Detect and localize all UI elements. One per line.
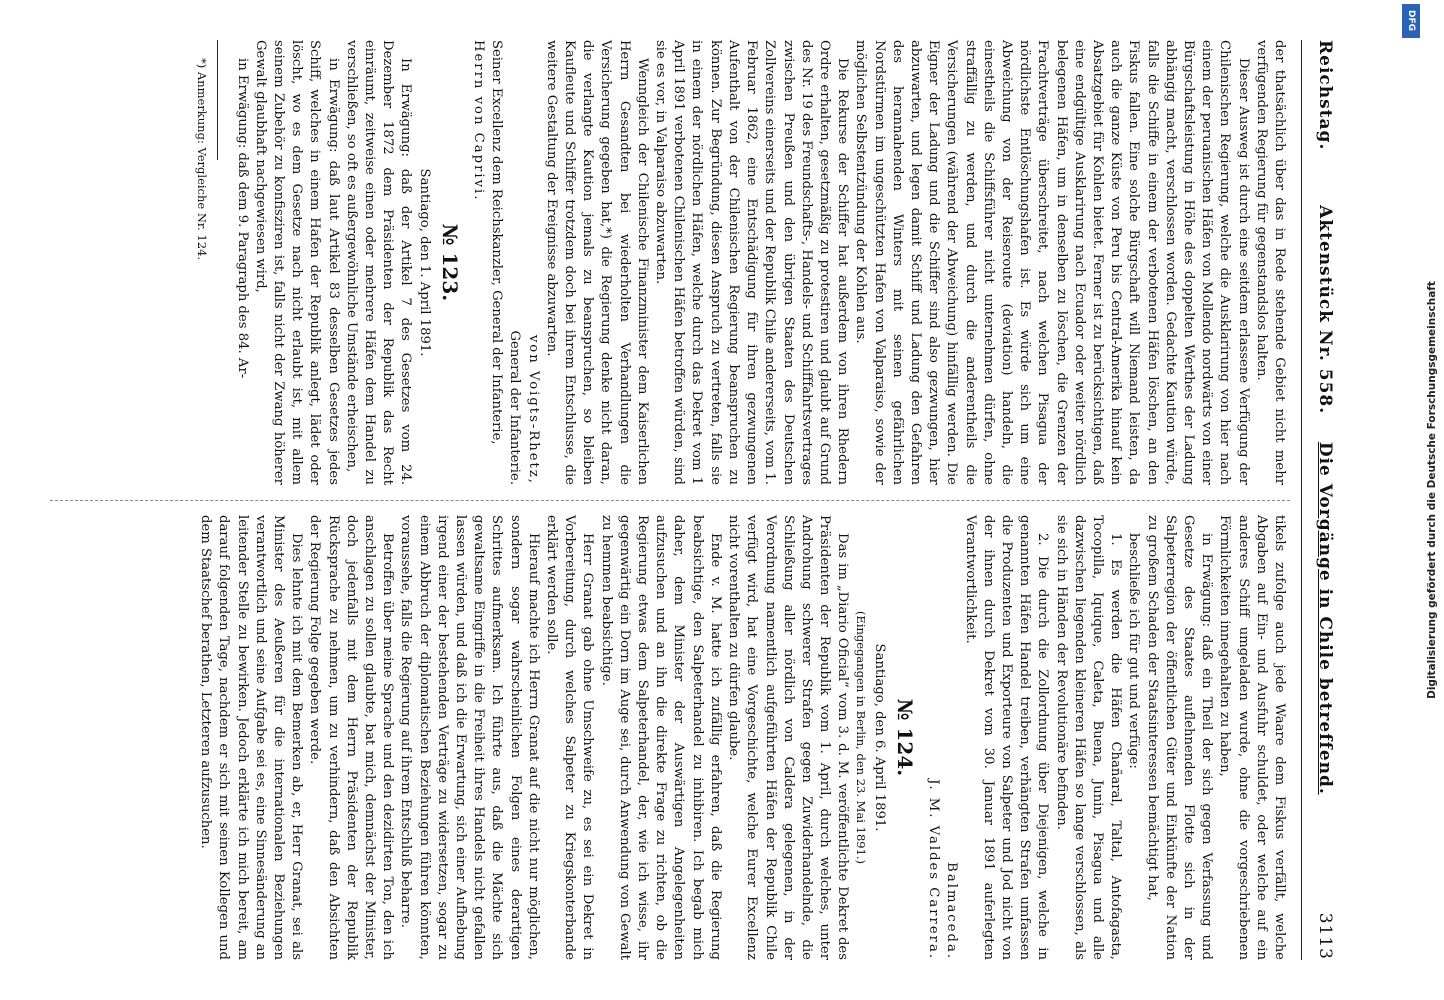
header-center-title: Die Vorgänge in Chile betreffend. (1315, 441, 1335, 795)
paragraph: beschließe ich für gut und verfüge: (1126, 533, 1142, 769)
dfg-logo: DFG (1402, 4, 1420, 38)
paragraph: In Erwägung: daß der Artikel 7 des Gesetzes vom 24. Dezember 1872 dem Präsidenten der Republik das Recht einräumt, zeitweise einen oder mehrere Häfen dem Handel zu verschließen, so oft es außergewöhnliche Umstände erheischen, (343, 40, 414, 485)
paragraph: Die Rekurse der Schiffer hat außerdem von ihren Rhedern Ordre erhalten, gesetzmäßig zu protestiren und glaubt auf Grund des Nr. 19 des Freundschafts-, Handels- und Schifffahrtsvertrages zwischen Preußen und den übrigen Staaten des Deutschen Zollvereins einerseits und der Republik Chile andererseits, vom 1. Februar 1862, eine Entschädigung für ihren gezwungenen Aufenthalt von der Chilenischen Regierung beanspruchen zu können. Zur Begründung, diesen Anspruch zu vertreten, falls sie in einem der nördlichen Häfen, welche durch das Dekret vom 1 April 1891 verbotenen Chilenischen Häfen betroffen würden, sind sie es vor, in Valparaiso abzuwarten. (653, 40, 851, 485)
paragraph: Das im „Diario Oficial“ vom 3. d. M. veröffentlichte Dekret des Präsidenten der Republik vom 1. April, durch welches, unter Androhung schwerer Strafen gegen Zuwiderhandelnde, die Schließung aller nördlich von Caldera gelegenen, in der Verordnung namentlich aufgeführten Häfen der Republik Chile verfügt wird, hat eine Vorgeschichte, welche Eurer Excellenz nicht vorenthalten zu dürfen glaube. (726, 515, 851, 960)
paragraph: Herr Granat gab ohne Umschweife zu, es sei ein Dekret in Vorbereitung, durch welches Salpeter zu Kriegskonterbande erklärt werden solle. (544, 515, 596, 960)
paragraph: Hierauf machte ich Herrn Granat auf die nicht nur möglichen, sondern sogar wahrscheinlichen Folgen eines derartigen Schrittes aufmerksam. Ich führte aus, daß die Mächte sich gewaltsame Eingriffe in die Freiheit ihres Handels nicht gefallen lassen würden, und daß ich die Erwartung, sich einer Aufhebung irgend einer der bestehenden Verträge zu widersetzen, sogar zu einem Abbruch der diplomatischen Beziehungen führen könnten, voraussehe, falls die Regierung auf ihrem Entschluß beharre. (398, 515, 541, 960)
paragraph: 1. Es werden die Häfen Chañaral, Taltal, Antofagasta, Tocopilla, Iquique, Caleta, Buena, Junin, Pisagua und alle dazwischen liegenden kleineren Häfen so lange verschlossen, als sie sich in Händen der Revolutionäre befinden. (1053, 515, 1124, 960)
header-page-number: 3113 (1315, 912, 1335, 960)
paragraph: der thatsächlich über das in Rede stehende Gebiet nicht mehr verfügenden Regierung für gegenstandslos halten. (1253, 40, 1287, 485)
header-left: Reichstag. (1315, 40, 1335, 151)
received-note: (Eingegangen in Berlin, den 23. Mai 1891.) (853, 610, 868, 865)
digitization-note: Digitalisierung gefördert durch die Deutsche Forschungsgemeinschaft (1426, 281, 1438, 699)
signature: Balmaceda. (944, 862, 960, 960)
column-divider (50, 500, 1290, 501)
right-column (196, 515, 1288, 960)
footnote: *) Anmerkung: Vergleiche Nr. 124. (195, 58, 210, 261)
signature-title: General der Infanterie. (507, 330, 523, 485)
paragraph: Dies lehnte ich mit dem Bemerken ab, er, Herr Granat, sei als Minister des Aeußeren für die internationalen Beziehungen verantwortlich und seine Aufgabe sei es, eine Sinnesänderung an leitender Stelle zu bewirken. Jedoch erklärte ich mich bereit, am darauf folgenden Tage, nachdem er sich mit seinen Kollegen und dem Staatschef berathen, Letzteren aufzusuchen. (198, 515, 305, 960)
paragraph: in Erwägung: daß ein Theil der sich gegen Verfassung und Gesetze des Staates auflehnenden Flotte sich in der Salpeterregion der öffentlichen Güter und Einkünfte der Nation zu großem Schaden der Staatsinteressen bemächtigt hat, (1144, 515, 1215, 960)
paragraph: tikels zufolge auch jede Waare dem Fiskus verfällt, welche Abgaben auf Ein- und Ausfuhr schuldet, oder welche auf ein anderes Schiff umgeladen wurde, ohne die vorgeschriebenen Förmlichkeiten innegehalten zu haben, (1217, 515, 1287, 960)
signature: von Voigts-Rhetz, (525, 334, 541, 485)
paragraph: Dieser Ausweg ist durch eine seitdem erlassene Verfügung der Chilenischen Regierung, welche die Ausklarirung von hier nach einem der peruanischen Häfen von Mollendo nordwärts von einer Bürgschaftsleistung in Höhe des doppelten Werthes der Ladung abhängig macht, verschlossen worden. Gedachte Kaution würde, falls die Schiffe in einem der verbotenen Häfen löschen, an den Fiskus fallen. Eine solche Bürgschaft will Niemand leisten, da auch die ganze Küste von Peru bis Central-Amerika hinauf kein Absatzgebiet für Kohlen bietet. Ferner ist zu berücksichtigen, daß eine endgültige Ausklarirung nach Ecuador oder weiter nördlich belegenen Häfen, um in denselben zu löschen, die Grenzen der Frachtverträge überschreitet, nach welchen Pisagua der nördlichste Entlöschungshafen ist. Es würde sich um eine Abweichung von der Reiseroute (deviation) handeln, die einestheils die Schiffsführer nicht unternehmen dürfen, ohne straffällig zu werden, und durch die anderentheils die Versicherungen (während der Abweichung) hinfällig werden. Die Eigner der Ladung und die Schiffer sind also gezwungen, hier abzuwarten, und legen damit Schiff und Ladung den Gefahren des herannahenden Winters mit seinen gefährlichen Nordstürmen im ungeschützten Hafen von Valparaiso, sowie der möglichen Selbstentzündung der Kohlen aus. (853, 40, 1251, 485)
footnote-rule (217, 40, 218, 160)
paragraph: Betroffen über meine Sprache und den dezidirten Ton, den ich anschlagen zu sollen glaubte, bat mich, demnächst der Minister, doch jedenfalls mit dem Herrn Präsidenten der Republik Rücksprache zu nehmen, um zu verhindern, daß den Absichten der Regierung Folge gegeben werde. (307, 515, 396, 960)
dateline: Santiago, den 6. April 1891. (871, 643, 887, 832)
document-number: № 123. (437, 223, 462, 302)
paragraph: Wenngleich der Chilenische Finanzminister dem Kaiserlichen Herrn Gesandten bei wiederholten Verhandlungen die Versicherung gegeben hat,*) die Regierung denke nicht daran, die verlangte Kaution jemals zu beanspruchen, so bleiben Kaufleute und Schiffer trotzdem doch bei ihrem Entschlusse, die weitere Gestaltung der Ereignisse abzuwarten. (543, 40, 650, 485)
page-header (1301, 40, 1342, 960)
left-column (193, 40, 1288, 485)
paragraph: 2. Die durch die Zollordnung über Diejenigen, welche in genannten Häfen Handel treiben, verhängten Strafen umfassen die Produzenten und Exporteure von Salpeter und Jod nicht von der ihnen durch Dekret vom 30. Januar 1891 auferlegten Verantwortlichkeit. (962, 515, 1051, 960)
document-number: № 124. (892, 698, 917, 777)
signature: J. M. Valdes Carrera. (926, 779, 942, 960)
header-center-prefix: Aktenstück Nr. 558. (1315, 205, 1335, 415)
addressee-line: Seiner Excellenz dem Reichskanzler, General der Infanterie, (489, 40, 505, 445)
paragraph: Ende v. M. hatte ich zufällig erfahren, daß die Regierung beabsichtige, den Salpeterhandel zu inhibiren. Ich begab mich daher, dem Minister der Auswärtigen Angelegenheiten aufzusuchen und an ihn die direkte Frage zu richten, ob die Regierung etwas dem Salpeterhandel, der, wie ich wisse, ihr gegenwärtig ein Dorn im Auge sei, durch Anwendung von Gewalt zu hemmen beabsichtige. (598, 515, 723, 960)
digitization-sidebar (1402, 0, 1438, 1000)
paragraph: in Erwägung: daß laut Artikel 83 desselben Gesetzes jedes Schiff, welches in einem Hafen der Republik anlegt, lädet oder löscht, wo es dem Gesetze nach nicht erlaubt ist, mit allem seinem Zubehör zu konfisziren ist, falls nicht der Zwang höherer Gewalt glaubhaft nachgewiesen wird, (252, 40, 341, 485)
paragraph: in Erwägung: daß dem 9. Paragraph des 84. Ar- (234, 58, 250, 379)
header-center (1316, 40, 1334, 960)
dateline: Santiago, den 1. April 1891. (416, 168, 432, 357)
addressee-name: Herrn von Caprivi. (471, 40, 487, 202)
